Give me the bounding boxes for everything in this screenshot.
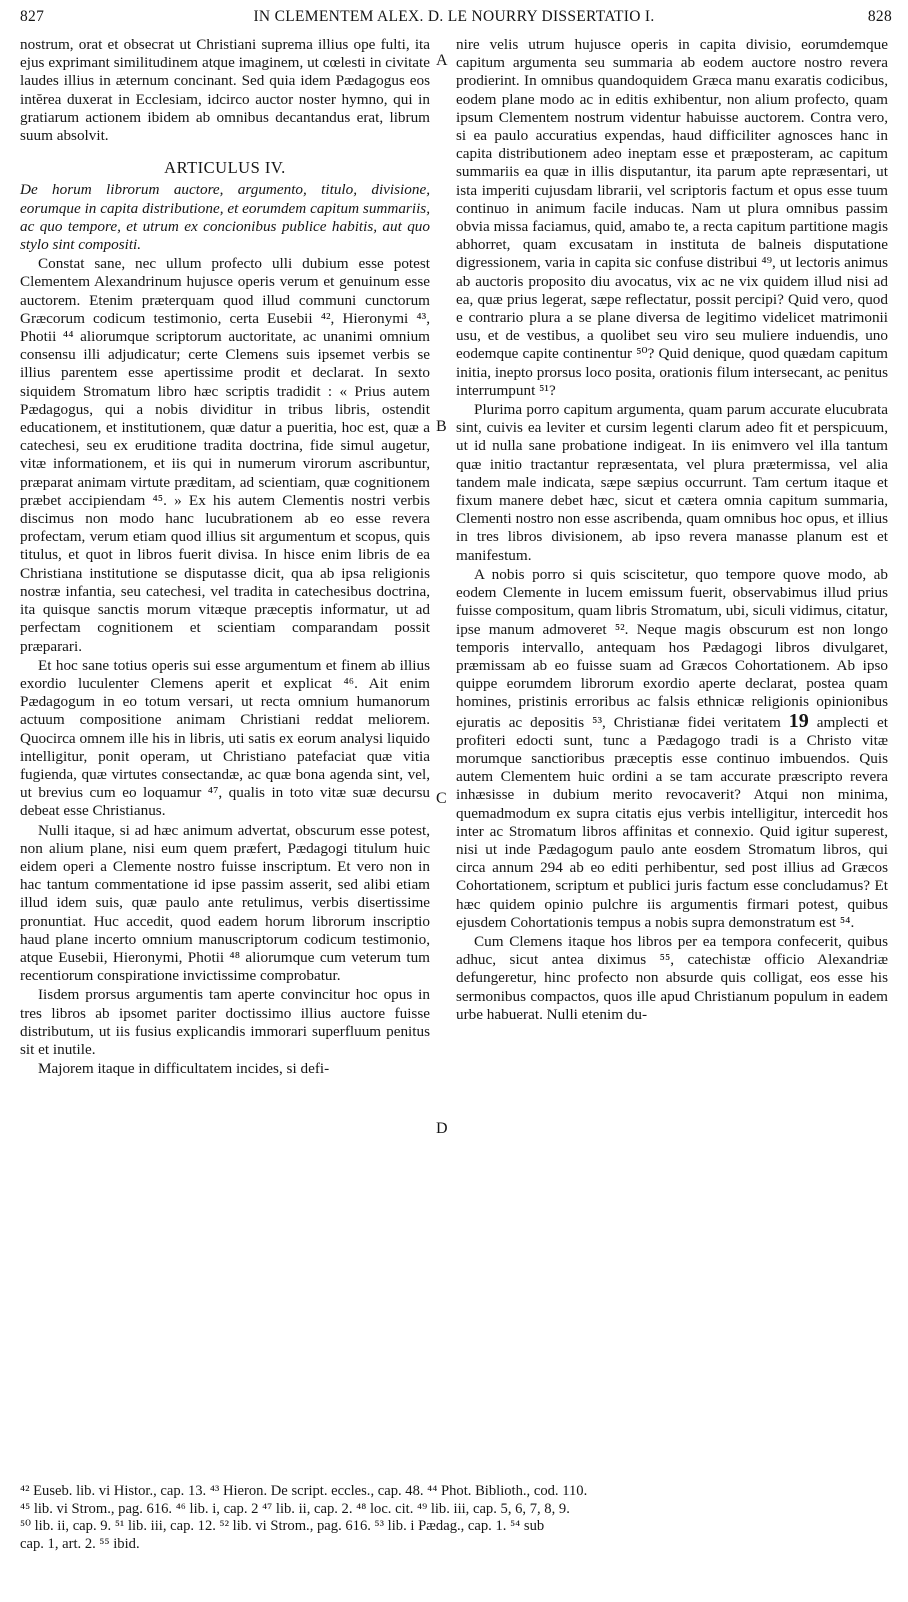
paragraph-text: amplecti et profiteri edocti sunt, tunc a Pædagogo tradi is a Christo vitæ morumque sanctioribus præceptis esse continuo imbuendos. Quis autem Clementem huic ordini a se tam accurate præscripto revera inhæsisse in dubium merito revocaverit? Atqui non minima, quemadmodum ex supra citatis ejus verbis intelligitur, intercedit hos inter ac Stromatum libros affinitas et connexio. Quid igitur superest, nisi ut inde Pædagogum paulo ante eosdem Stromatum libros, qui circa annum 294 ab eo editi perhibentur, sed post illius ad Græcos Cohortationem, scriptum et publici juris factum esse concludamus? Et hæc quidem opinio pulchre iis argumentis firmari potest, quibus ejusdem Cohortationis tempus a nobis supra demonstratum est ⁵⁴. (456, 713, 889, 931)
paragraph: Cum Clemens itaque hos libros per ea tempora confecerit, quibus adhuc, sicut antea diximus ⁵⁵, catechistæ officio Alexandriæ defungeretur, hinc profecto non absurde quis colligat, eos esse his sermonibus compactos, quos ille apud Christianum populum in eadem urbe habuerat. Nulli etenim du- (456, 932, 888, 1023)
footnote-line: ⁵⁰ lib. ii, cap. 9. ⁵¹ lib. iii, cap. 12. ⁵² lib. vi Strom., pag. 616. ⁵³ lib. i Pædag., cap. 1. ⁵⁴ sub (20, 1518, 545, 1534)
footnotes (20, 1483, 890, 1553)
paragraph (456, 566, 888, 932)
running-header (0, 8, 908, 32)
margin-letter-b: B (436, 418, 447, 435)
paragraph: nire velis utrum hujusce operis in capita divisio, eorumdemque capitum argumenta seu summaria ab eodem auctore nostro revera prodierint. In omnibus quandoquidem Græca manu exaratis codicibus, eodem plane modo ac in editis exhibentur, non alium profecto, quam ipsum Clementem nostrum videntur habuisse auctorem. Contra vero, si ea paulo accuratius expendas, haud difficiliter agnosces hanc in capita distributionem adeo ineptam esse et præposteram, ac capitum summariis ea quæ in illis disputantur, ita parum apte repræsentari, ut ista imperiti cujusdam librarii, vel scriptoris factum et opus esse tuum continuo in animum facile inducas. Nam ut plura omnibus passim obvia missa faciamus, quid, amabo te, a recta capitum partitione magis abhorret, quam excusatam in instituta de balneis disputatione digressionem, varia in capita sic confuse distribui ⁴⁹, ut lectoris animus ab auctoris proposito diu avocatus, vix ac ne vix quidem illud nisi ad ea, quæ prius legerat, sæpe reflectatur, possit percipi? Quid vero, quod e contrario plura a se plane diversa de legitimo videlicet matrimonii usu, et de vestibus, a quolibet seu viro seu muliere induendis, uno eodemque capite continentur ⁵⁰? Quid denique, quod quædam capitum initia, inepto prorsus loco posita, orationis filum intersecant, ac penitus interrumpunt ⁵¹? (456, 36, 888, 399)
running-title: IN CLEMENTEM ALEX. D. LE NOURRY DISSERTATIO I. (253, 8, 655, 25)
paragraph: Et hoc sane totius operis sui esse argumentum et finem ab illius exordio luculenter Clemens aperit et explicat ⁴⁶. Ait enim Pædagogum in eo totum versari, ut recta omnium humanorum actuum compositione animam Christiani reddat meliorem. Quocirca omnem ille his in libris, uti satis ex eorum analysi liquido intelligitur, ponit operam, ut Christiano patefaciat quæ vitia fugienda, quæ virtutes consectandæ, ac quæ bona agenda sint, vel, ut brevius cum eo loquamur ⁴⁷, qualis in toto vitæ suæ decursu debeat esse Christianus. (20, 656, 430, 820)
paragraph-text: A nobis porro si quis sciscitetur, quo tempore quove modo, ab eodem Clemente in lucem emissum fuerit, observabimus illud prius fuisse compositum, quam libris Stromatum, ubi, siculi vidimus, citatur, ipse manum admoveret ⁵². Neque magis obscurum est non longo temporis intervallo, antequam hos Pædagogi libros divulgaret, præmissam ab eo fuisse suam ad Græcos Cohortationem. Ab ipso quippe eorumdem librorum exordio aperte declarat, postea quam homines, pristinis erroribus ac falsis ethnicæ religionis opinionibus ejuratis ac depositis ⁵³, Christianæ fidei veritatem (456, 565, 888, 731)
paragraph: Plurima porro capitum argumenta, quam parum accurate elucubrata sint, cuivis ea leviter et cursim legenti clarum adeo fit et perspicuum, ut id nulla sane probatione indigeat. In iis enimvero vel illa tantum quæ initio tractantur repræsentata, vel plura prætermissa, vel alia tandem male indicata, sæpe sæpius occurrunt. Tam certum itaque et fixum manere debet hæc, sicut et cætera omnia capitum summaria, Clementi nostro non esse ascribenda, quam omnibus hoc opus, et illius in tres libros divisionem, ab ipso revera manasse planum est et manifestum. (456, 401, 888, 564)
article-subtitle: De horum librorum auctore, argumento, titulo, divisione, eorumque in capita distributione, et eorumdem capitum summariis, ac quo tempore, et utrum ex concionibus publice habitis, aut quo stylo sint compositi. (20, 181, 430, 254)
paragraph: Iisdem prorsus argumentis tam aperte convincitur hoc opus in tres libros ab ipsomet pariter doctissimo illius auctore fuisse distributum, ut iis fusius explicandis immorari superfluum penitus sit et inutile. (20, 986, 430, 1058)
footnote-line: ⁴² Euseb. lib. vi Histor., cap. 13. ⁴³ Hieron. De script. eccles., cap. 48. ⁴⁴ Phot. Biblioth., cod. 110. (20, 1483, 588, 1499)
margin-letter-c: C (436, 790, 447, 807)
article-heading: ARTICULUS IV. (164, 158, 286, 178)
footnote-line: ⁴⁵ lib. vi Strom., pag. 616. ⁴⁶ lib. i, cap. 2 ⁴⁷ lib. ii, cap. 2. ⁴⁸ loc. cit. ⁴⁹ lib. iii, cap. 5, 6, 7, 8, 9. (20, 1500, 570, 1517)
paragraph: nostrum, orat et obsecrat ut Christiani suprema illius ope fulti, ita ejus exprimant similitudinem atque imaginem, ut cœlesti in civitate laudes illius in æternum concinant. Sed quia idem Pædagogus eos intĕrea duxerat in Ecclesiam, idcirco auctor noster hymno, qui in gratiarum actionem ibidem ab omnibus decantandus erat, librum suum absolvit. (20, 36, 430, 145)
page-number-left: 827 (20, 8, 45, 25)
left-column (20, 36, 430, 1078)
margin-letter-a: A (436, 52, 448, 69)
paragraph: Constat sane, nec ullum profecto ulli dubium esse potest Clementem Alexandrinum hujusce operis verum et genuinum esse auctorem. Etenim præterquam quod illud communi cunctorum Græcorum codicum testimonio, certa Eusebii ⁴², Hieronymi ⁴³, Photii ⁴⁴ aliorumque scriptorum auctoritate, ac unanimi omnium consensu illi adjudicatur; certe Clemens suis ipsemet verbis se illius parentem esse apertissime prodit et declarat. In sexto siquidem Stromatum libro hæc scriptis tradidit : « Prius autem Pædagogus, qui a nobis dividitur in tribus libris, ostendit educationem, et institutionem, quæ datur a pueritia, hoc est, quæ a catechesi, seu ex eruditione tradita doctrina, fide simul augetur, vitæ informationem, et iis qui in numerum virorum ascribuntur, præparat animam virtute præditam, ad scientiam, quæ cognitionem præbet accipiendam ⁴⁵. » Ex his autem Clementis nostri verbis discimus non modo hanc lucubrationem ab eo esse revera profectam, verum etiam quod illius sit argumentum et scopus, quis titulus, et quot in libros fuerit divisa. In hisce enim libris de ea Christiana institutione se disputasse dicit, qua ab ipsa religionis nostræ infantia, seu catechesi, vel tradita in catechesibus doctrina, ita quisque sanctis morum vitæque præceptis informatur, ut ad perfectam cognitionem et scientiam comparandam possit præparari. (20, 255, 430, 655)
page-number-right: 828 (867, 8, 892, 25)
column-number: 19 (788, 709, 809, 732)
paragraph: Majorem itaque in difficultatem incides, si defi- (38, 1060, 330, 1078)
footnote-line: cap. 1, art. 2. ⁵⁵ ibid. (20, 1535, 140, 1552)
right-column (456, 36, 888, 1024)
paragraph: Nulli itaque, si ad hæc animum advertat, obscurum esse potest, non alium plane, nisi eum quem præfert, Pædagogi titulum huic eidem operi a Clemente nostro fuisse inscriptum. Et vero non in hac tantum commentatione id ipse passim asserit, sed alibi etiam illud idem suis, quæ paulo ante retulimus, verbis disertissime pronuntiat. Huc accedit, quod eadem horum librorum inscriptio haud plane incerto omnium manuscriptorum codicum testimonio, atque Eusebii, Hieronymi, Photii ⁴⁸ aliorumque cum veterum tum recentiorum conspiratione invictissime comprobatur. (20, 821, 430, 985)
margin-letter-d: D (436, 1120, 448, 1137)
